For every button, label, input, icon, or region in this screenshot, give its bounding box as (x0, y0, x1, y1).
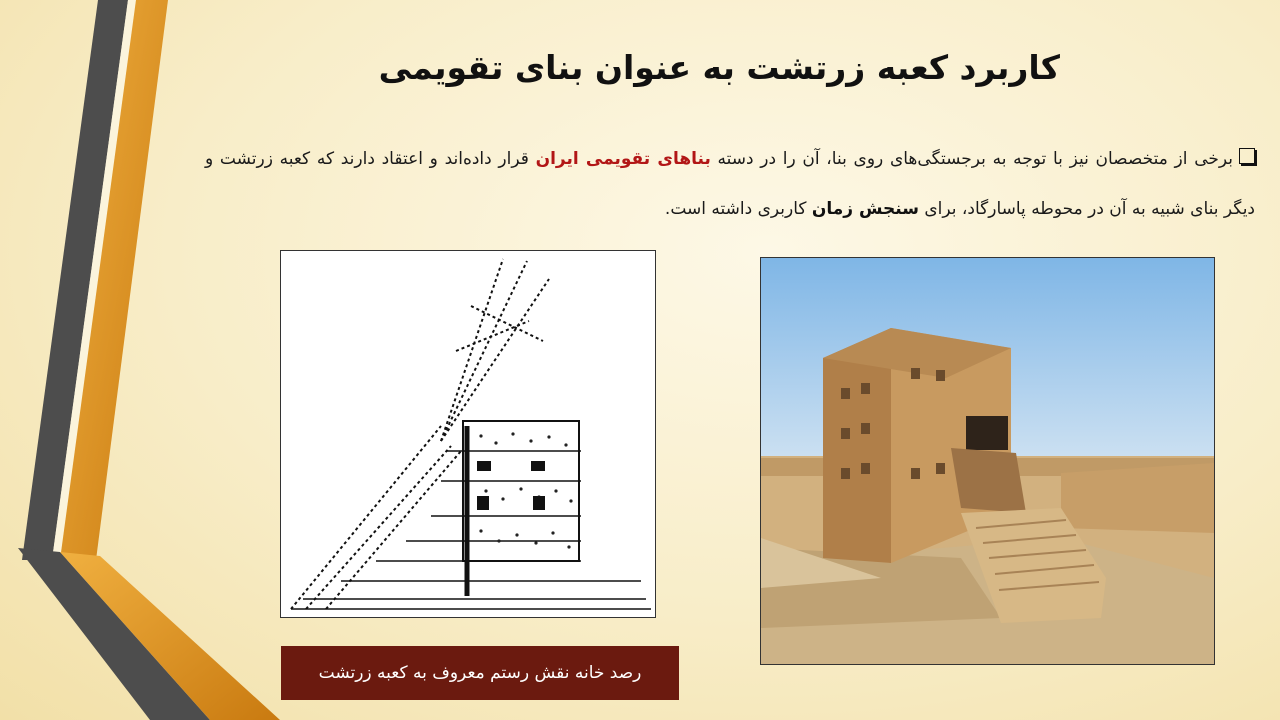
paragraph-part-2: قرار داده‌اند و اعتقاد دارند که کعبه زرتشت و دیگر بنای شبیه به آن در محوطه پاسارگاد، برای (205, 149, 1255, 219)
image-caption: رصد خانه نقش رستم معروف به کعبه زرتشت (281, 646, 679, 700)
observatory-diagram (280, 250, 656, 618)
kaaba-photo-drawing (761, 258, 1214, 664)
body-paragraph (205, 134, 1255, 234)
paragraph-part-3: کاربری داشته است. (664, 199, 812, 219)
checkbox-bullet-icon (1239, 148, 1255, 164)
kaaba-zartosht-photo (760, 257, 1215, 665)
diagram-sketch (281, 251, 655, 617)
slide-title: کاربرد کعبه زرتشت به عنوان بنای تقویمی (378, 48, 1060, 87)
paragraph-part-1: برخی از متخصصان نیز با توجه به برجستگی‌های روی بنا، آن را در دسته (710, 149, 1233, 169)
highlight-calendar-buildings: بناهای تقویمی ایران (535, 149, 711, 169)
highlight-time-measurement: سنجش زمان (811, 199, 919, 219)
